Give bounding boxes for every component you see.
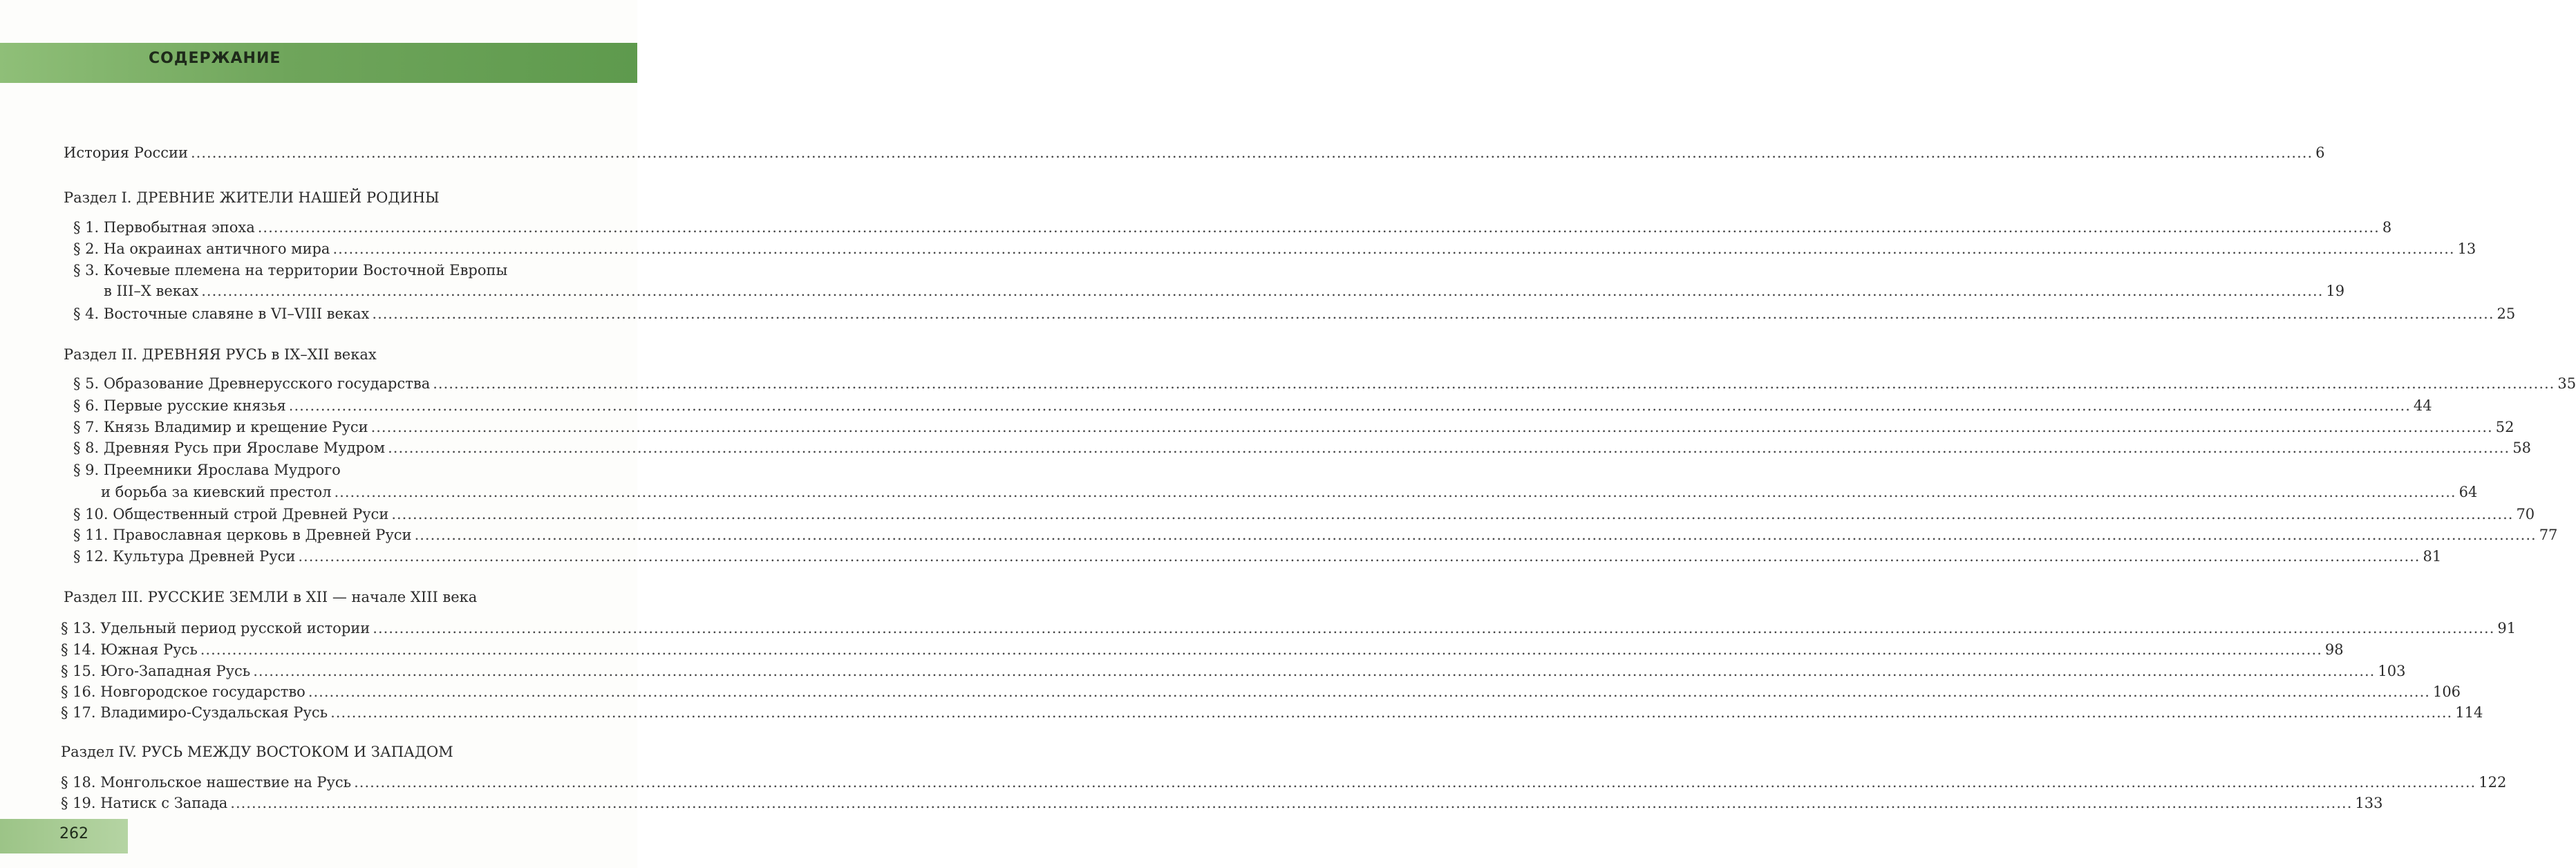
- toc-entry-page: 64: [2459, 484, 2478, 500]
- toc-entry-page: 52: [2495, 419, 2514, 435]
- toc-entry-label[interactable]: § 3. Кочевые племена на территории Восточной Европы: [73, 262, 508, 279]
- header-band: [0, 43, 637, 83]
- toc-entry-page: 13: [2457, 240, 2476, 257]
- toc-entry[interactable]: [73, 504, 2535, 524]
- dot-leader: ................................................................................................................................................................................................................................................................................................................................................................................................................: [288, 397, 2411, 414]
- dot-leader: ................................................................................................................................................................................................................................................................................................................................................................................................................: [308, 683, 2430, 700]
- dot-leader: ................................................................................................................................................................................................................................................................................................................................................................................................................: [433, 375, 2555, 392]
- toc-entry-label: § 19. Натиск с Запада: [61, 795, 228, 811]
- page-title: СОДЕРЖАНИЕ: [149, 50, 281, 67]
- toc-entry[interactable]: [61, 703, 2483, 722]
- toc-entry-page: 19: [2326, 283, 2345, 299]
- toc-entry-page: 122: [2479, 774, 2507, 791]
- toc-entry-label: § 11. Православная церковь в Древней Руси: [73, 527, 412, 543]
- dot-leader: ................................................................................................................................................................................................................................................................................................................................................................................................................: [372, 305, 2494, 322]
- toc-entry[interactable]: [73, 396, 2432, 415]
- toc-entry[interactable]: [73, 438, 2531, 457]
- toc-entry-label-continued: и борьба за киевский престол: [101, 484, 332, 500]
- section-title: Раздел III. РУССКИЕ ЗЕМЛИ в XII — начале XIII века: [64, 589, 478, 605]
- toc-entry[interactable]: [73, 218, 2392, 237]
- toc-entry-label: История России: [64, 144, 188, 161]
- toc-entry[interactable]: [73, 304, 2516, 323]
- toc-entry-intro[interactable]: [64, 143, 2325, 162]
- dot-leader: ................................................................................................................................................................................................................................................................................................................................................................................................................: [200, 641, 2322, 658]
- section-title: Раздел II. ДРЕВНЯЯ РУСЬ в IX–XII веках: [64, 346, 377, 363]
- toc-entry-page: 106: [2432, 683, 2461, 700]
- toc-entry-page: 81: [2423, 548, 2442, 565]
- dot-leader: ................................................................................................................................................................................................................................................................................................................................................................................................................: [230, 795, 2353, 811]
- toc-entry-page: 35: [2557, 375, 2576, 392]
- toc-entry-label: § 7. Князь Владимир и крещение Руси: [73, 419, 368, 435]
- toc-entry-label: § 4. Восточные славяне в VI–VIII веках: [73, 305, 370, 322]
- toc-entry-label: § 1. Первобытная эпоха: [73, 219, 255, 236]
- toc-entry[interactable]: [61, 640, 2344, 659]
- dot-leader: ................................................................................................................................................................................................................................................................................................................................................................................................................: [330, 704, 2453, 721]
- toc-entry[interactable]: [101, 482, 2478, 502]
- dot-leader: ................................................................................................................................................................................................................................................................................................................................................................................................................: [391, 506, 2514, 522]
- section-title: Раздел I. ДРЕВНИЕ ЖИТЕЛИ НАШЕЙ РОДИНЫ: [64, 189, 440, 206]
- toc-entry-page: 6: [2315, 144, 2325, 161]
- toc-entry-label: § 2. На окраинах античного мира: [73, 240, 330, 257]
- toc-entry[interactable]: [104, 281, 2345, 301]
- dot-leader: ................................................................................................................................................................................................................................................................................................................................................................................................................: [354, 774, 2476, 791]
- dot-leader: ................................................................................................................................................................................................................................................................................................................................................................................................................: [253, 663, 2376, 679]
- toc-entry-label: § 5. Образование Древнерусского государства: [73, 375, 431, 392]
- toc-entry-label: § 16. Новгородское государство: [61, 683, 305, 700]
- toc-entry-page: 77: [2539, 527, 2558, 543]
- page-number: 262: [59, 825, 88, 842]
- toc-entry-page: 25: [2497, 305, 2516, 322]
- toc-entry-page: 133: [2355, 795, 2383, 811]
- dot-leader: ................................................................................................................................................................................................................................................................................................................................................................................................................: [257, 219, 2380, 236]
- toc-entry-label: § 8. Древняя Русь при Ярославе Мудром: [73, 440, 386, 456]
- section-title: Раздел IV. РУСЬ МЕЖДУ ВОСТОКОМ И ЗАПАДОМ: [61, 744, 453, 760]
- toc-entry[interactable]: [73, 525, 2558, 545]
- toc-entry-label: § 13. Удельный период русской истории: [61, 620, 370, 636]
- toc-entry-label: § 6. Первые русские князья: [73, 397, 286, 414]
- toc-entry[interactable]: [73, 239, 2476, 258]
- dot-leader: ................................................................................................................................................................................................................................................................................................................................................................................................................: [370, 419, 2493, 435]
- dot-leader: ................................................................................................................................................................................................................................................................................................................................................................................................................: [414, 527, 2537, 543]
- toc-entry[interactable]: [61, 773, 2507, 792]
- toc-entry-page: 91: [2497, 620, 2517, 636]
- toc-entry-page: 70: [2516, 506, 2535, 522]
- toc-entry-label: § 18. Монгольское нашествие на Русь: [61, 774, 352, 791]
- toc-entry[interactable]: [61, 661, 2406, 681]
- toc-entry-page: 103: [2378, 663, 2406, 679]
- dot-leader: ................................................................................................................................................................................................................................................................................................................................................................................................................: [373, 620, 2495, 636]
- toc-entry[interactable]: [61, 619, 2517, 638]
- toc-entry[interactable]: [73, 417, 2514, 437]
- toc-entry-label: § 12. Культура Древней Руси: [73, 548, 296, 565]
- toc-entry-page: 58: [2512, 440, 2531, 456]
- toc-entry-page: 114: [2455, 704, 2483, 721]
- dot-leader: ................................................................................................................................................................................................................................................................................................................................................................................................................: [201, 283, 2324, 299]
- toc-entry-label[interactable]: § 9. Преемники Ярослава Мудрого: [73, 462, 341, 478]
- toc-entry-label: § 15. Юго-Западная Русь: [61, 663, 251, 679]
- toc-entry-page: 98: [2324, 641, 2344, 658]
- toc-entry[interactable]: [61, 682, 2461, 701]
- toc-entry[interactable]: [61, 793, 2383, 813]
- dot-leader: ................................................................................................................................................................................................................................................................................................................................................................................................................: [298, 548, 2420, 565]
- toc-entry-label: § 14. Южная Русь: [61, 641, 198, 658]
- toc-entry[interactable]: [73, 547, 2442, 566]
- toc-entry-page: 44: [2413, 397, 2432, 414]
- dot-leader: ................................................................................................................................................................................................................................................................................................................................................................................................................: [332, 240, 2455, 257]
- dot-leader: ................................................................................................................................................................................................................................................................................................................................................................................................................: [334, 484, 2456, 500]
- toc-entry-label: § 17. Владимиро-Суздальская Русь: [61, 704, 328, 721]
- toc-entry-page: 8: [2382, 219, 2392, 236]
- toc-entry-label: § 10. Общественный строй Древней Руси: [73, 506, 389, 522]
- toc-entry[interactable]: [73, 374, 2576, 393]
- toc-entry-label-continued: в III–X веках: [104, 283, 199, 299]
- dot-leader: ................................................................................................................................................................................................................................................................................................................................................................................................................: [191, 144, 2313, 161]
- dot-leader: ................................................................................................................................................................................................................................................................................................................................................................................................................: [388, 440, 2510, 456]
